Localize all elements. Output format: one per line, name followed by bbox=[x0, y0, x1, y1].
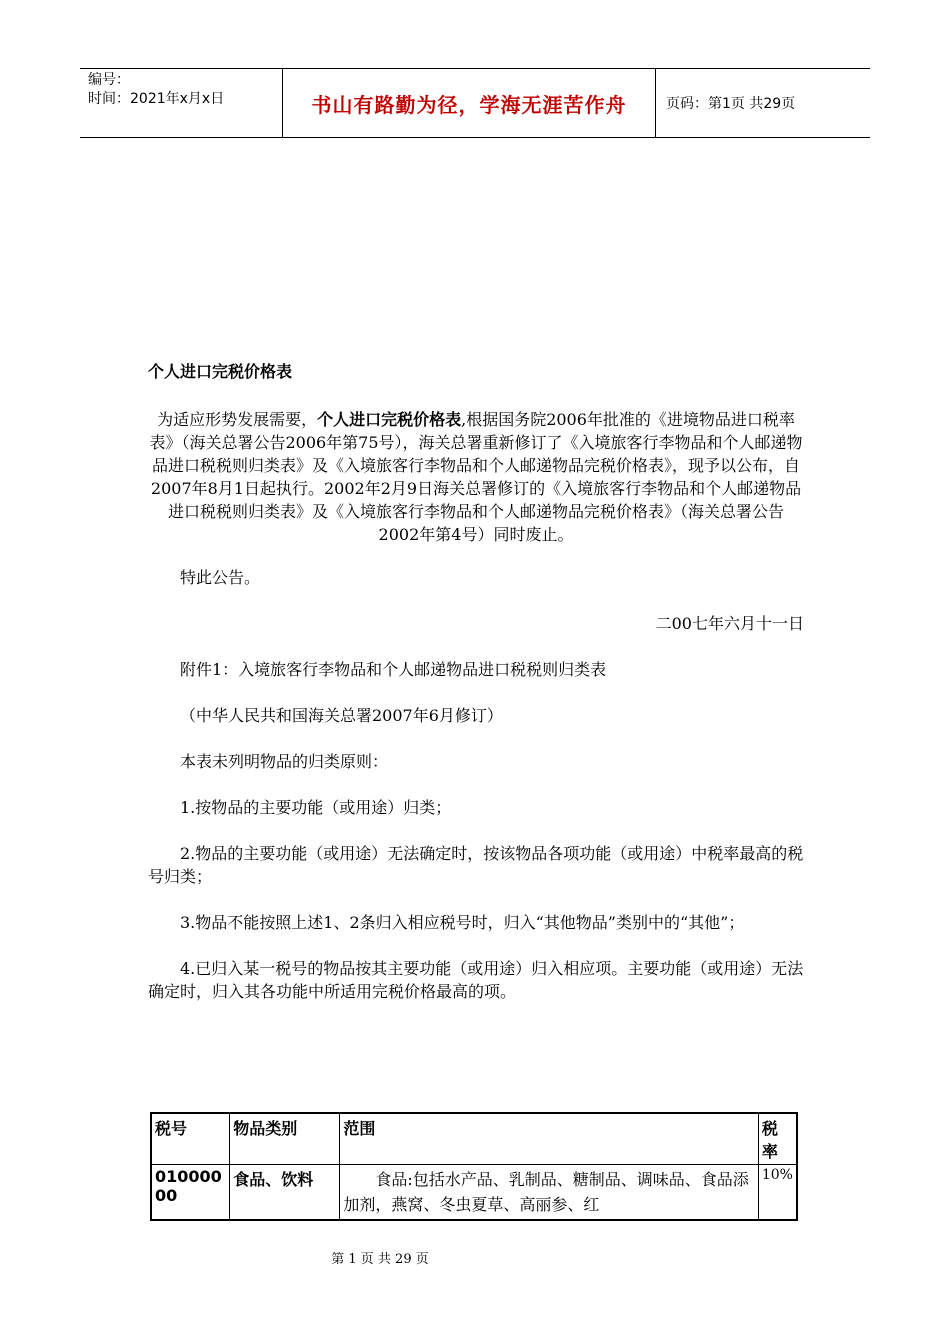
notice-text: 特此公告。 bbox=[180, 568, 261, 587]
rule-3: 3.物品不能按照上述1、2条归入相应税号时，归入“其他物品”类别中的“其他”； bbox=[180, 913, 745, 932]
cell-category: 食品、饮料 bbox=[230, 1165, 340, 1221]
attachment-title: 附件1：入境旅客行李物品和个人邮递物品进口税税则归类表 bbox=[180, 660, 607, 679]
header-time-label: 时间：2021年x月x日 bbox=[88, 91, 225, 107]
header-number-label: 编号： bbox=[88, 72, 130, 88]
intro-paragraph bbox=[148, 408, 804, 546]
header-rate: 税率 bbox=[758, 1113, 797, 1165]
cell-scope: 食品:包括水产品、乳制品、糖制品、调味品、食品添加剂，燕窝、冬虫夏草、高丽参、红 bbox=[340, 1165, 758, 1221]
intro-rest: ,根据国务院2006年批准的《进境物品进口税率表》（海关总署公告2006年第75号），海关总署重新修订了《入境旅客行李物品和个人邮递物品进口税税则归类表》及《入境旅客行李物品和个人邮递物品完税价格表》，现予以公布，自2007年8月1日起执行。2002年2月9日海关总署修订的《入境旅客行李物品和个人邮递物品进口税税则归类表》及《入境旅客行李物品和个人邮递物品完税价格表》（海关总署公告2002年第4号）同时废止。 bbox=[149, 410, 803, 544]
header-category: 物品类别 bbox=[230, 1113, 340, 1165]
header-scope: 范围 bbox=[340, 1113, 758, 1165]
document-body bbox=[148, 360, 804, 1026]
table-row bbox=[151, 1165, 797, 1221]
page-header bbox=[80, 68, 870, 138]
tax-classification-table bbox=[150, 1112, 798, 1221]
rule-2: 2.物品的主要功能（或用途）无法确定时，按该物品各项功能（或用途）中税率最高的税号归类； bbox=[148, 844, 804, 886]
cell-rate: 10% bbox=[758, 1165, 797, 1221]
rule-1: 1.按物品的主要功能（或用途）归类； bbox=[180, 798, 452, 817]
document-title: 个人进口完税价格表 bbox=[148, 362, 293, 381]
page-footer: 第 1 页 共 29 页 bbox=[331, 1252, 429, 1267]
rule-4: 4.已归入某一税号的物品按其主要功能（或用途）归入相应项。主要功能（或用途）无法确定时，归入其各功能中所适用完税价格最高的项。 bbox=[148, 959, 804, 1001]
intro-pre: 为适应形势发展需要， bbox=[157, 410, 318, 429]
intro-bold: 个人进口完税价格表 bbox=[317, 410, 462, 429]
revision-note: （中华人民共和国海关总署2007年6月修订） bbox=[180, 706, 503, 725]
cell-tax-code: 01000000 bbox=[151, 1165, 230, 1221]
header-info bbox=[80, 69, 283, 137]
table-header-row bbox=[151, 1113, 797, 1165]
header-tax-code: 税号 bbox=[151, 1113, 230, 1165]
header-page-label: 页码：第1页 共29页 bbox=[666, 96, 796, 112]
notice-date: 二00七年六月十一日 bbox=[655, 614, 804, 633]
header-motto: 书山有路勤为径，学海无涯苦作舟 bbox=[283, 69, 656, 137]
principle-intro: 本表未列明物品的归类原则： bbox=[180, 752, 389, 771]
